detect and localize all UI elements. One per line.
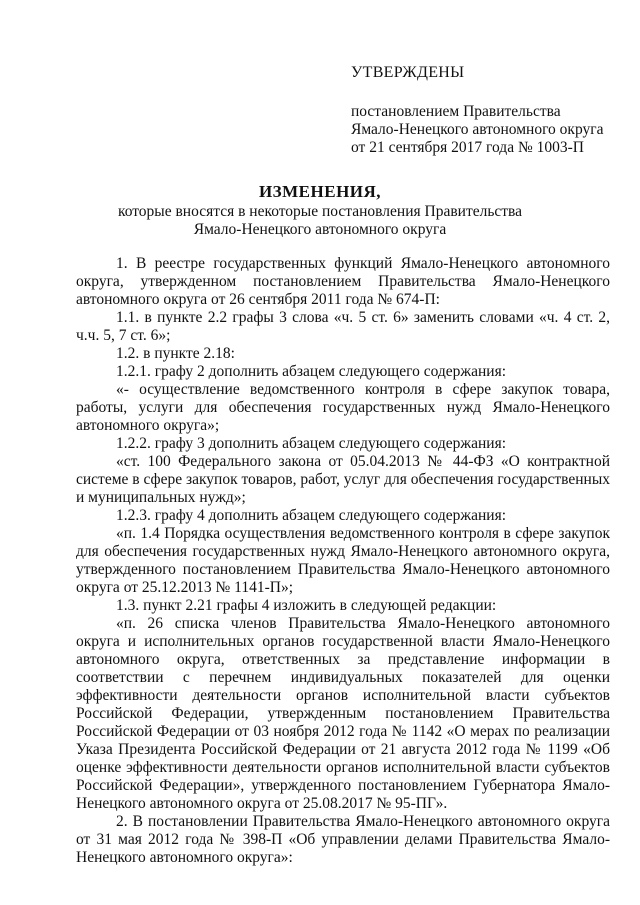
approval-line-2: Ямало-Ненецкого автономного округа: [351, 121, 604, 138]
paragraph-1-2-3-text: «п. 1.4 Порядка осуществления ведомственного контроля в сфере закупок для обеспечения государственных нужд Ямало-Ненецкого автономного округа, утвержденного постановлением Правительства Ямало-Ненецкого автономного округа от 25.12.2013 № 1141-П»;: [76, 525, 610, 596]
approval-block: [351, 64, 621, 157]
paragraph-1-2-1: 1.2.1. графу 2 дополнить абзацем следующего содержания:: [116, 363, 507, 380]
paragraph-1-3-text: «п. 26 списка членов Правительства Ямало-Ненецкого автономного округа и исполнительных органов государственной власти Ямало-Ненецкого автономного округа, ответственных за представление информации в соответствии с перечнем индивидуальных показателей для оценки эффективности деятельности органов исполнительной власти субъектов Российской Федерации, утвержденным постановлением Правительства Российской Федерации от 03 ноября 2012 года № 1142 «О мерах по реализации Указа Президента Российской Федерации от 21 августа 2012 года № 1199 «Об оценке эффективности деятельности органов исполнительной власти субъектов Российской Федерации», утвержденного постановлением Губернатора Ямало-Ненецкого автономного округа от 25.08.2017 № 95-ПГ».: [76, 615, 610, 812]
document-title-block: [0, 183, 640, 239]
paragraph-1-2-3: 1.2.3. графу 4 дополнить абзацем следующего содержания:: [116, 507, 507, 524]
paragraph-1-2: 1.2. в пункте 2.18:: [116, 345, 235, 362]
document-subtitle-line-2: Ямало-Ненецкого автономного округа: [193, 221, 447, 238]
document-body: [76, 255, 610, 867]
paragraph-1-2-2-text: «ст. 100 Федерального закона от 05.04.2013 № 44-ФЗ «О контрактной системе в сфере закупок товаров, работ, услуг для обеспечения государственных и муниципальных нужд»;: [76, 453, 610, 506]
document-subtitle-line-1: которые вносятся в некоторые постановления Правительства: [117, 203, 523, 220]
paragraph-2: 2. В постановлении Правительства Ямало-Ненецкого автономного округа от 31 мая 2012 года № 398-П «Об управлении делами Правительства Ямало-Ненецкого автономного округа»:: [76, 813, 610, 866]
paragraph-1-2-2: 1.2.2. графу 3 дополнить абзацем следующего содержания:: [116, 435, 507, 452]
document-title: ИЗМЕНЕНИЯ,: [258, 182, 382, 201]
paragraph-1-2-1-text: «- осуществление ведомственного контроля в сфере закупок товара, работы, услуги для обеспечения государственных нужд Ямало-Ненецкого автономного округа»;: [76, 381, 610, 434]
approval-line-3: от 21 сентября 2017 года № 1003-П: [351, 139, 584, 156]
paragraph-1-3: 1.3. пункт 2.21 графы 4 изложить в следующей редакции:: [116, 597, 497, 614]
paragraph-1: 1. В реестре государственных функций Ямало-Ненецкого автономного округа, утвержденном постановлением Правительства Ямало-Ненецкого автономного округа от 26 сентября 2011 года № 674-П:: [76, 255, 610, 308]
paragraph-1-1: 1.1. в пункте 2.2 графы 3 слова «ч. 5 ст. 6» заменить словами «ч. 4 ст. 2, ч.ч. 5, 7 ст. 6»;: [76, 309, 610, 344]
approval-line-1: постановлением Правительства: [351, 103, 561, 120]
approval-heading: УТВЕРЖДЕНЫ: [351, 64, 465, 81]
